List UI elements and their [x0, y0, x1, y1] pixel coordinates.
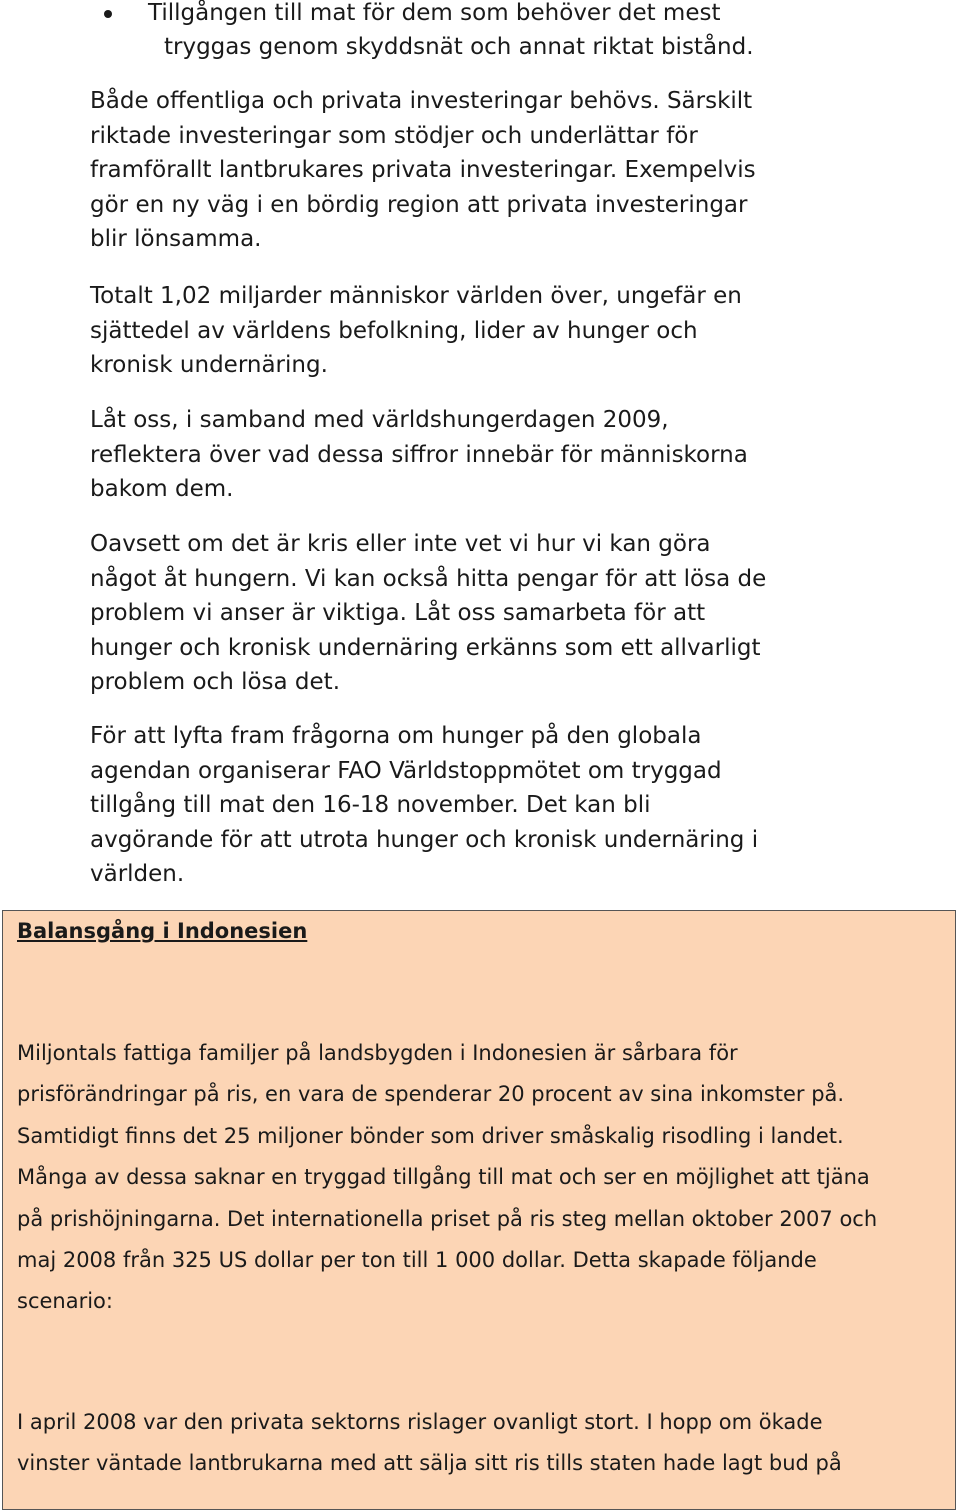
text-line: sjättedel av världens befolkning, lider av hunger och — [90, 317, 698, 344]
text-line: hunger och kronisk undernäring erkänns som ett allvarligt — [90, 634, 761, 661]
text-line: För att lyfta fram frågorna om hunger på den globala — [90, 723, 702, 749]
fact-box — [2, 910, 956, 1510]
text-line: Samtidigt finns det 25 miljoner bönder som driver småskalig risodling i landet. — [17, 1123, 844, 1148]
bullet-item — [126, 0, 806, 64]
text-line: prisförändringar på ris, en vara de spenderar 20 procent av sina inkomster på. — [17, 1082, 845, 1107]
text-line: scenario: — [17, 1289, 113, 1314]
text-line: något åt hungern. Vi kan också hitta pengar för att lösa de — [90, 565, 767, 592]
text-line: framförallt lantbrukares privata investeringar. Exempelvis — [90, 157, 756, 183]
bullet-dot-icon — [104, 10, 112, 18]
paragraph-crisis — [90, 527, 850, 700]
text-line: riktade investeringar som stödjer och underlättar för — [90, 122, 698, 149]
text-line: vinster väntade lantbrukarna med att sälja sitt ris tills staten hade lagt bud på — [17, 1451, 842, 1476]
text-line: kronisk undernäring. — [90, 352, 328, 378]
text-line: världen. — [90, 861, 185, 887]
text-line: agendan organiserar FAO Världstoppmötet om tryggad — [90, 757, 722, 784]
text-line: I april 2008 var den privata sektorns rislager ovanligt stort. I hopp om ökade — [17, 1410, 823, 1434]
paragraph-investments — [90, 84, 850, 257]
fact-box-paragraph-2 — [17, 1402, 952, 1485]
bullet-list — [126, 0, 806, 64]
text-line: problem och lösa det. — [90, 669, 341, 695]
text-line: bakom dem. — [90, 476, 234, 502]
text-line: Både offentliga och privata investeringar behövs. Särskilt — [90, 88, 753, 114]
bullet-line-2: tryggas genom skyddsnät och annat riktat bistånd. — [164, 34, 754, 60]
text-line: Totalt 1,02 miljarder människor världen över, ungefär en — [90, 283, 742, 309]
text-line: på prishöjningarna. Det internationella priset på ris steg mellan oktober 2007 och — [17, 1206, 878, 1231]
text-line: reflektera över vad dessa siffror innebär för människorna — [90, 441, 748, 468]
text-line: tillgång till mat den 16-18 november. Det kan bli — [90, 792, 651, 818]
bullet-line-1: Tillgången till mat för dem som behöver det mest — [148, 0, 721, 26]
text-line: Miljontals fattiga familjer på landsbygden i Indonesien är sårbara för — [17, 1041, 738, 1065]
text-line: avgörande för att utrota hunger och kronisk undernäring i — [90, 826, 759, 853]
paragraph-world-hunger-day — [90, 403, 850, 507]
text-line: Låt oss, i samband med världshungerdagen 2009, — [90, 407, 669, 433]
paragraph-fao-summit — [90, 719, 850, 892]
text-line: blir lönsamma. — [90, 226, 262, 252]
text-line: gör en ny väg i en bördig region att privata investeringar — [90, 191, 748, 218]
fact-box-paragraph-1 — [17, 1033, 952, 1323]
text-line: Oavsett om det är kris eller inte vet vi hur vi kan göra — [90, 531, 711, 557]
fact-box-title: Balansgång i Indonesien — [17, 919, 308, 943]
paragraph-hunger-stats — [90, 279, 850, 383]
text-line: problem vi anser är viktiga. Låt oss samarbeta för att — [90, 600, 706, 626]
text-line: Många av dessa saknar en tryggad tillgång till mat och ser en möjlighet att tjäna — [17, 1165, 870, 1190]
text-line: maj 2008 från 325 US dollar per ton till 1 000 dollar. Detta skapade följande — [17, 1248, 817, 1273]
